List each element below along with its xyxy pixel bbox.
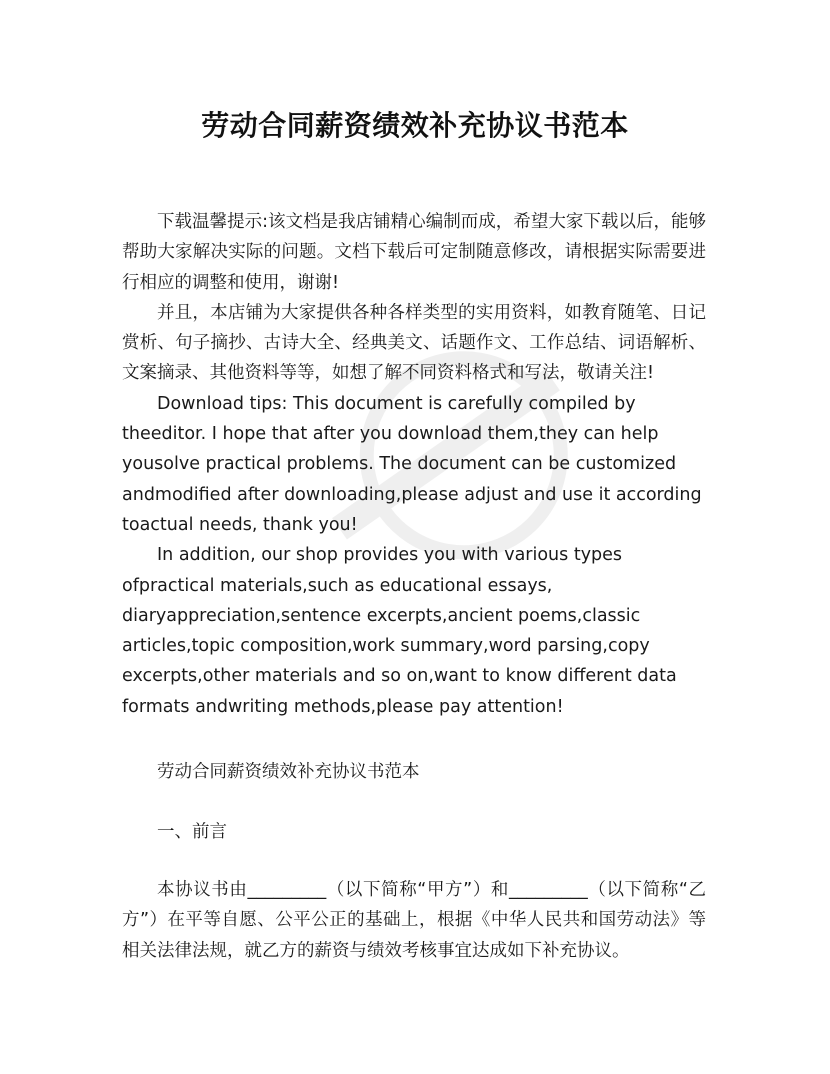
- section-body: 本协议书由_________（以下简称“甲方”）和_________（以下简称“乙方”）在平等自愿、公平公正的基础上，根据《中华人民共和国劳动法》等相关法律法规，就乙方的薪资与绩效考核事宜达成如下补充协议。: [122, 880, 706, 961]
- intro-block: [122, 207, 706, 722]
- document-title: 劳动合同薪资绩效补充协议书范本: [201, 109, 629, 142]
- document-subtitle: 劳动合同薪资绩效补充协议书范本: [157, 762, 420, 782]
- intro-paragraph: 并且，本店铺为大家提供各种各样类型的实用资料，如教育随笔、日记赏析、句子摘抄、古诗大全、经典美文、话题作文、工作总结、词语解析、文案摘录、其他资料等等，如想了解不同资料格式和写法，敬请关注!: [122, 302, 706, 384]
- section-body-block: [122, 875, 706, 966]
- english-paragraph: Download tips: This document is carefully compiled by theeditor. I hope that after you download them,they can help yousolve practical problems. The document can be customized andmodified after downloading,please adjust and use it according toactual needs, thank you!: [122, 393, 702, 535]
- intro-paragraph: 下载温馨提示:该文档是我店铺精心编制而成，希望大家下载以后，能够帮助大家解决实际的问题。文档下载后可定制随意修改，请根据实际需要进行相应的调整和使用，谢谢!: [122, 212, 706, 293]
- english-paragraph: In addition, our shop provides you with various types ofpractical materials,such as educational essays, diaryappreciation,sentence excerpts,ancient poems,classic articles,topic composition,work summary,word parsing,copy excerpts,other materials and so on,want to know different data formats andwriting methods,please pay attention!: [122, 545, 677, 717]
- section-heading-block: [122, 817, 706, 847]
- section-heading: 一、前言: [157, 822, 227, 842]
- subtitle-block: [122, 757, 706, 787]
